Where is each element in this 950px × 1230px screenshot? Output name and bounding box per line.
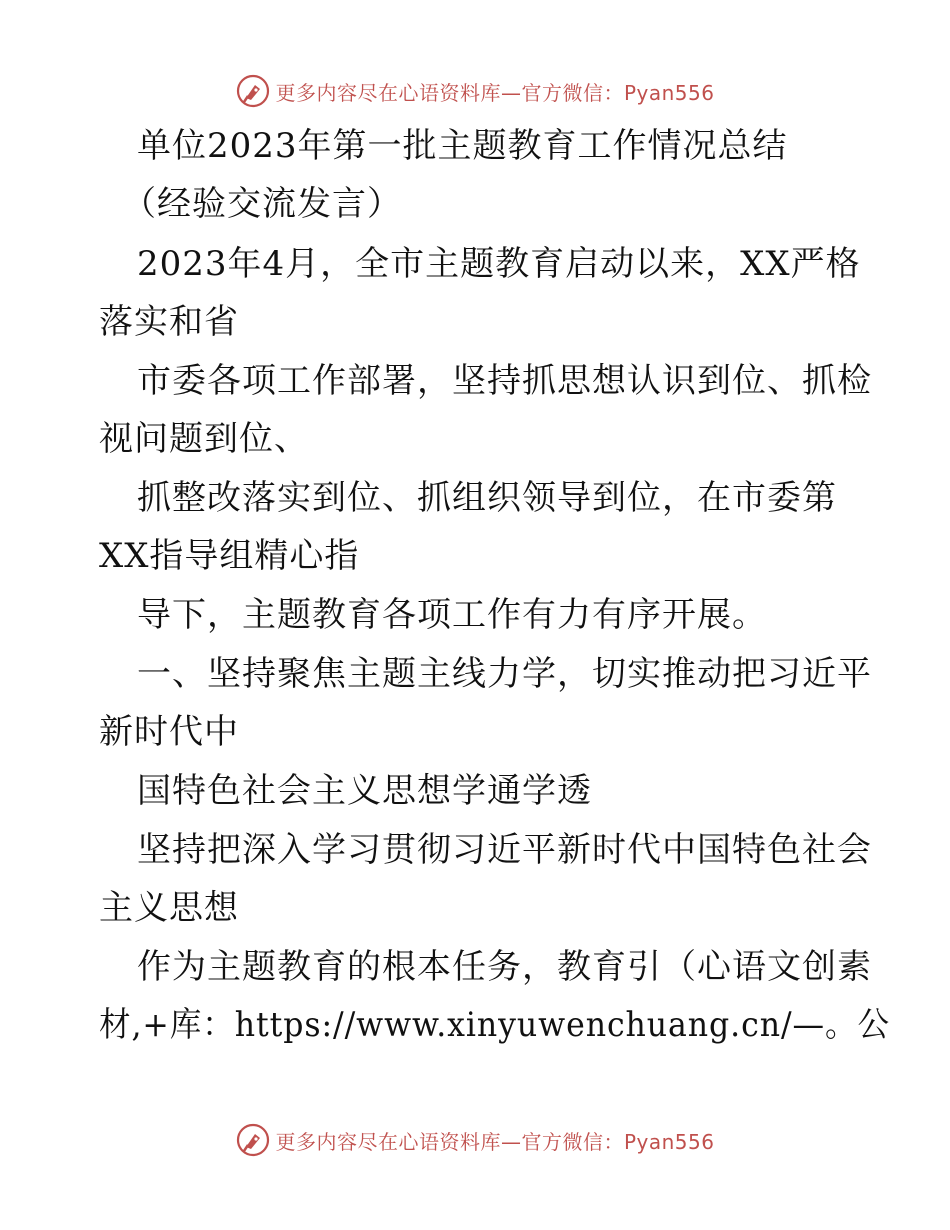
section-heading: 一、坚持聚焦主题主线力学，切实推动把习近平 (137, 654, 872, 694)
paragraph-line: 市委各项工作部署，坚持抓思想认识到位、抓检 (137, 361, 872, 401)
footer-watermark (0, 1120, 950, 1160)
paragraph-line: 落实和省 (99, 302, 239, 342)
section-heading-cont: 国特色社会主义思想学通学透 (137, 771, 592, 811)
watermark-text: 更多内容尽在心语资料库—官方微信：Pyan556 (275, 80, 715, 105)
paragraph-line: XX指导组精心指 (99, 536, 360, 576)
paragraph-line: 坚持把深入学习贯彻习近平新时代中国特色社会 (137, 830, 872, 870)
document-title: 单位2023年第一批主题教育工作情况总结 (137, 126, 788, 166)
paragraph-line: 材,+库：https://www.xinyuwenchuang.cn/—。公 (99, 1005, 890, 1045)
header-watermark (0, 71, 950, 111)
paragraph-line: 主义思想 (99, 888, 239, 928)
document-subtitle: （经验交流发言） (122, 184, 402, 224)
pen-nib-logo-icon (235, 73, 271, 109)
paragraph-line: 导下，主题教育各项工作有力有序开展。 (137, 595, 767, 635)
paragraph-line: 视问题到位、 (99, 419, 309, 459)
paragraph-line: 作为主题教育的根本任务，教育引（心语文创素 (137, 947, 872, 987)
watermark-text: 更多内容尽在心语资料库—官方微信：Pyan556 (275, 1129, 715, 1154)
section-heading-cont: 新时代中 (99, 712, 239, 752)
paragraph-line: 2023年4月，全市主题教育启动以来，XX严格 (137, 244, 861, 284)
paragraph-line: 抓整改落实到位、抓组织领导到位，在市委第 (137, 478, 837, 518)
pen-nib-logo-icon (235, 1122, 271, 1158)
